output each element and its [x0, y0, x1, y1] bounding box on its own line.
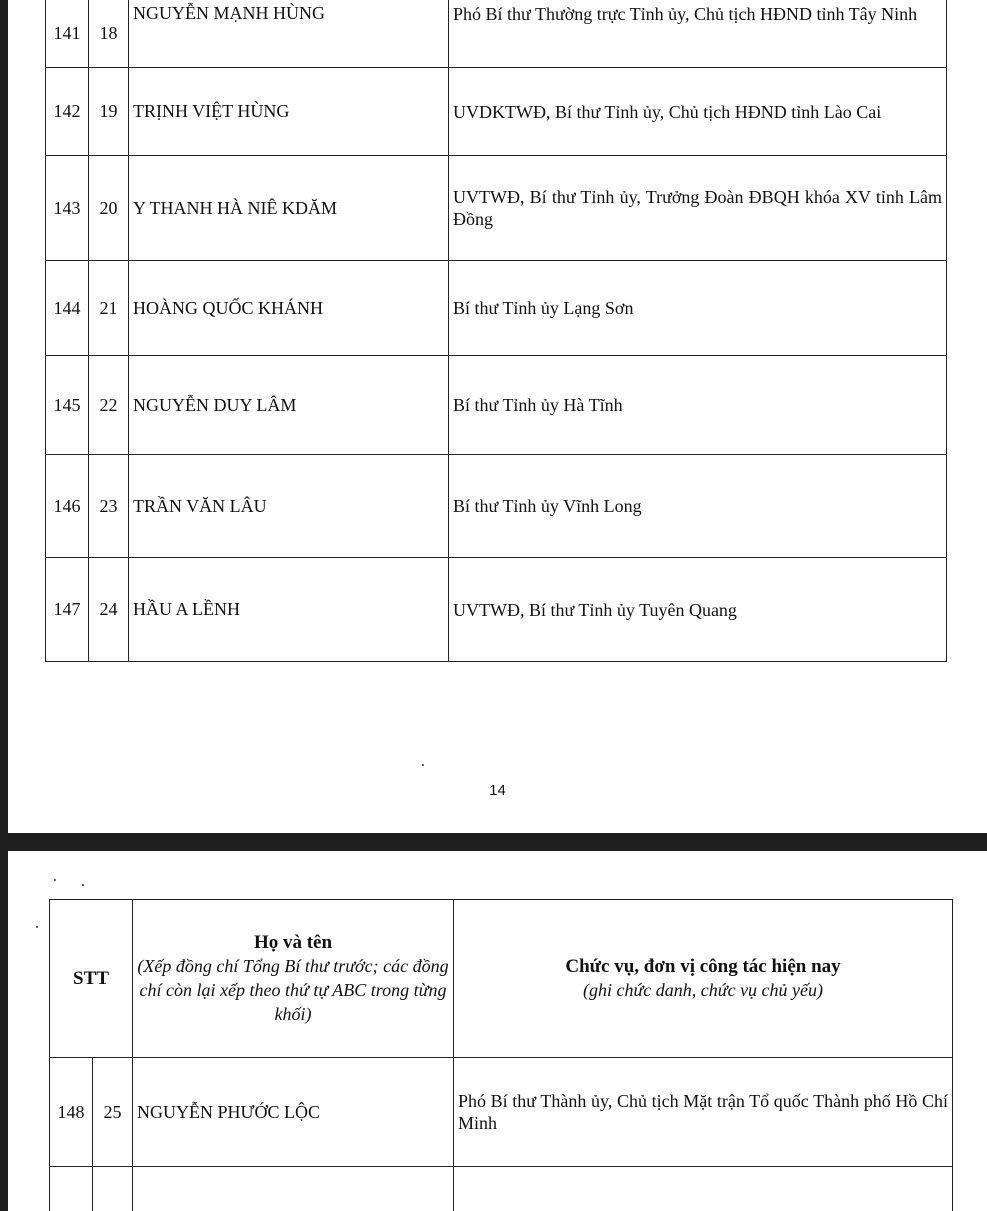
- document-page-14: [8, 0, 987, 833]
- row-name: NGUYỄN DUY LÂM: [129, 356, 449, 455]
- table-row: [46, 558, 947, 662]
- row-stt: 143: [46, 156, 89, 261]
- row-position: Phó Bí thư Thường trực Tỉnh ủy, Chủ tịch HĐND tỉnh Tây Ninh: [449, 0, 947, 68]
- candidate-table: [49, 899, 953, 1211]
- row-number: 22: [89, 356, 129, 455]
- row-stt: 147: [46, 558, 89, 662]
- row-name: NGUYỄN MẠNH HÙNG: [129, 0, 449, 68]
- row-position: UVTWĐ, Bí thư Tỉnh ủy, Trưởng Đoàn ĐBQH khóa XV tỉnh Lâm Đồng: [449, 156, 947, 261]
- row-name: Y THANH HÀ NIÊ KDĂM: [129, 156, 449, 261]
- row-number: 24: [89, 558, 129, 662]
- scan-speck: [82, 884, 84, 886]
- row-stt: 142: [46, 68, 89, 156]
- candidate-table: [45, 0, 947, 662]
- scan-speck: [36, 926, 38, 928]
- header-position: [454, 900, 953, 1058]
- row-position: [454, 1167, 953, 1211]
- header-stt: STT: [50, 900, 133, 1058]
- row-stt: 144: [46, 261, 89, 356]
- table-row: [46, 68, 947, 156]
- row-number: 21: [89, 261, 129, 356]
- row-position: Phó Bí thư Thành ủy, Chủ tịch Mặt trận Tổ quốc Thành phố Hồ Chí Minh: [454, 1058, 953, 1167]
- row-stt: 145: [46, 356, 89, 455]
- table-row: [50, 1167, 953, 1211]
- row-stt: 148: [50, 1058, 93, 1167]
- header-position-note: (ghi chức danh, chức vụ chủ yếu): [458, 978, 948, 1002]
- row-stt: [50, 1167, 93, 1211]
- row-position: Bí thư Tỉnh ủy Hà Tĩnh: [449, 356, 947, 455]
- header-name: [133, 900, 454, 1058]
- row-number: 23: [89, 455, 129, 558]
- scan-speck: [422, 764, 424, 766]
- row-name: TRỊNH VIỆT HÙNG: [129, 68, 449, 156]
- table-row: [46, 455, 947, 558]
- row-name: NGUYỄN PHƯỚC LỘC: [133, 1058, 454, 1167]
- header-name-note: (Xếp đồng chí Tổng Bí thư trước; các đồng chí còn lại xếp theo thứ tự ABC trong từng khối): [137, 954, 449, 1026]
- table-row: [46, 261, 947, 356]
- row-stt: 141: [46, 0, 89, 68]
- scan-speck: [54, 879, 56, 881]
- row-name: HOÀNG QUỐC KHÁNH: [129, 261, 449, 356]
- table-row: [46, 156, 947, 261]
- row-number: 20: [89, 156, 129, 261]
- row-position: UVDKTWĐ, Bí thư Tỉnh ủy, Chủ tịch HĐND tỉnh Lào Cai: [449, 68, 947, 156]
- document-page-15: [8, 851, 987, 1211]
- header-name-title: Họ và tên: [137, 932, 449, 954]
- header-position-title: Chức vụ, đơn vị công tác hiện nay: [458, 956, 948, 978]
- row-stt: 146: [46, 455, 89, 558]
- row-name: [133, 1167, 454, 1211]
- row-position: Bí thư Tỉnh ủy Lạng Sơn: [449, 261, 947, 356]
- row-number: 19: [89, 68, 129, 156]
- table-row: [46, 356, 947, 455]
- table-header-row: [50, 900, 953, 1058]
- table-row: [46, 0, 947, 68]
- table-row: [50, 1058, 953, 1167]
- row-position: UVTWĐ, Bí thư Tỉnh ủy Tuyên Quang: [449, 558, 947, 662]
- row-name: HẦU A LỀNH: [129, 558, 449, 662]
- row-number: 18: [89, 0, 129, 68]
- row-number: 25: [93, 1058, 133, 1167]
- row-name: TRẦN VĂN LÂU: [129, 455, 449, 558]
- page-number: 14: [8, 782, 987, 799]
- row-number: [93, 1167, 133, 1211]
- row-position: Bí thư Tỉnh ủy Vĩnh Long: [449, 455, 947, 558]
